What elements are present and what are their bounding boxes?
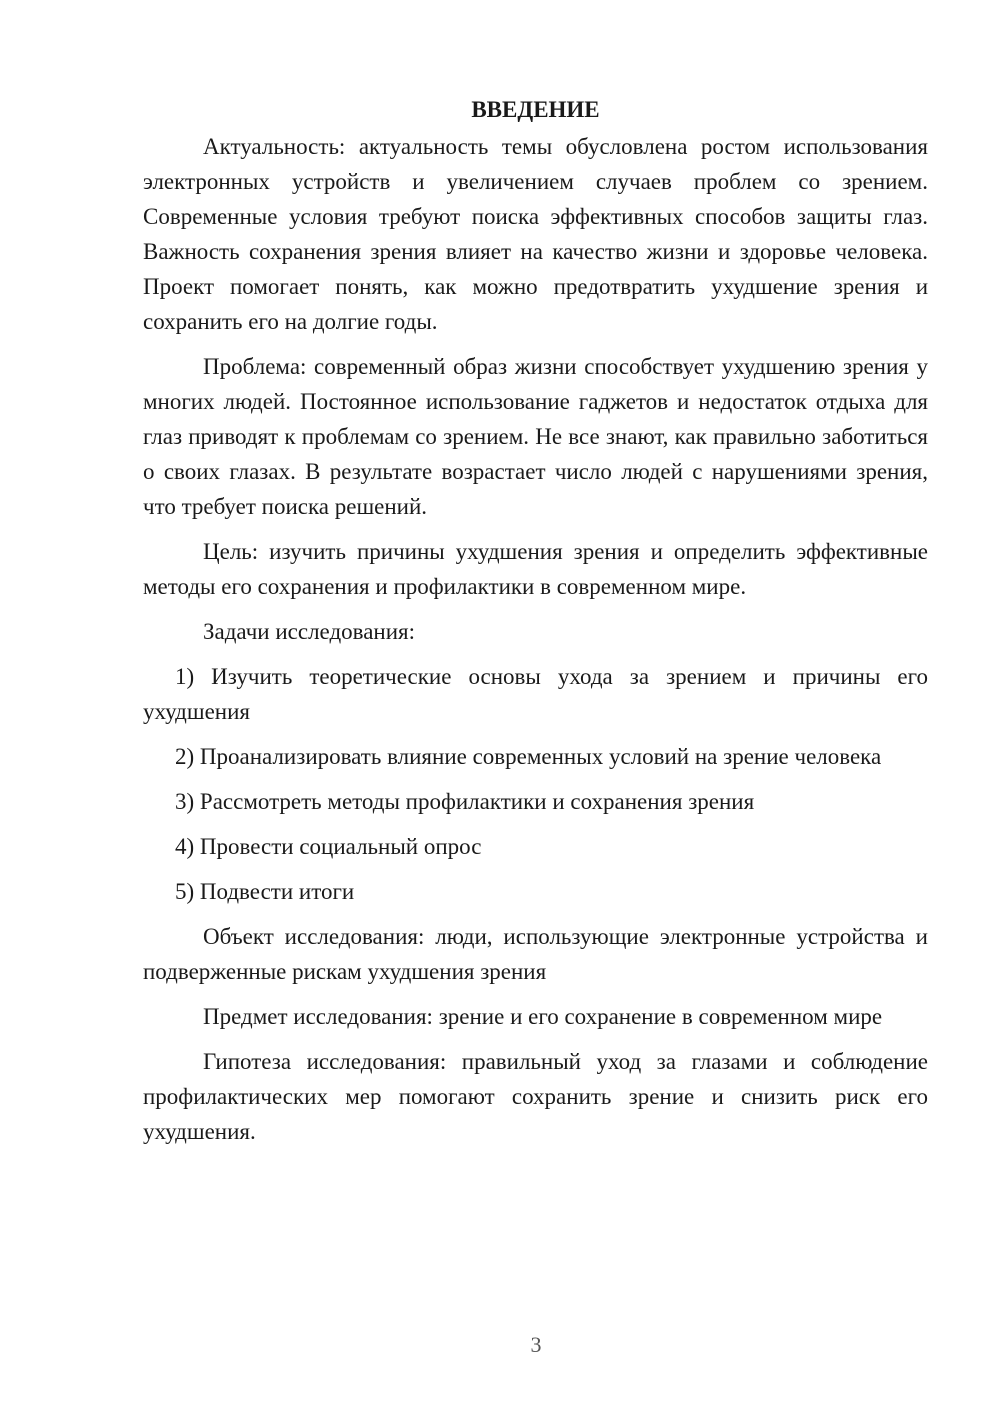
page-number: 3 [530,1332,542,1357]
goal-paragraph: Цель: изучить причины ухудшения зрения и определить эффективные методы его сохранения и профилактики в современном мире. [143,539,928,599]
list-item: 5) Подвести итоги [175,879,355,904]
problem-paragraph: Проблема: современный образ жизни способствует ухудшению зрения у многих людей. Постоянное использование гаджетов и недостаток отдыха для глаз приводят к проблемам со зрением. Не все знают, как правильно заботиться о своих глазах. В результате возрастает число людей с нарушениями зрения, что требует поиска решений. [143,354,928,519]
list-item: 4) Провести социальный опрос [175,834,482,859]
tasks-heading: Задачи исследования: [203,619,416,644]
list-item: 2) Проанализировать влияние современных условий на зрение человека [175,744,882,769]
object-paragraph: Объект исследования: люди, использующие электронные устройства и подверженные рискам ухудшения зрения [143,924,928,984]
hypothesis-paragraph: Гипотеза исследования: правильный уход за глазами и соблюдение профилактических мер помогают сохранить зрение и снизить риск его ухудшения. [143,1049,928,1144]
list-item: 3) Рассмотреть методы профилактики и сохранения зрения [175,789,755,814]
page-content [143,92,928,1159]
tasks-list [143,659,928,909]
list-item: 1) Изучить теоретические основы ухода за зрением и причины его ухудшения [143,664,928,724]
page-title: ВВЕДЕНИЕ [471,97,600,122]
subject-paragraph: Предмет исследования: зрение и его сохранение в современном мире [203,1004,883,1029]
relevance-paragraph: Актуальность: актуальность темы обусловлена ростом использования электронных устройств и увеличением случаев проблем со зрением. Современные условия требуют поиска эффективных способов защиты глаз. Важность сохранения зрения влияет на качество жизни и здоровье человека. Проект помогает понять, как можно предотвратить ухудшение зрения и сохранить его на долгие годы. [143,134,928,334]
